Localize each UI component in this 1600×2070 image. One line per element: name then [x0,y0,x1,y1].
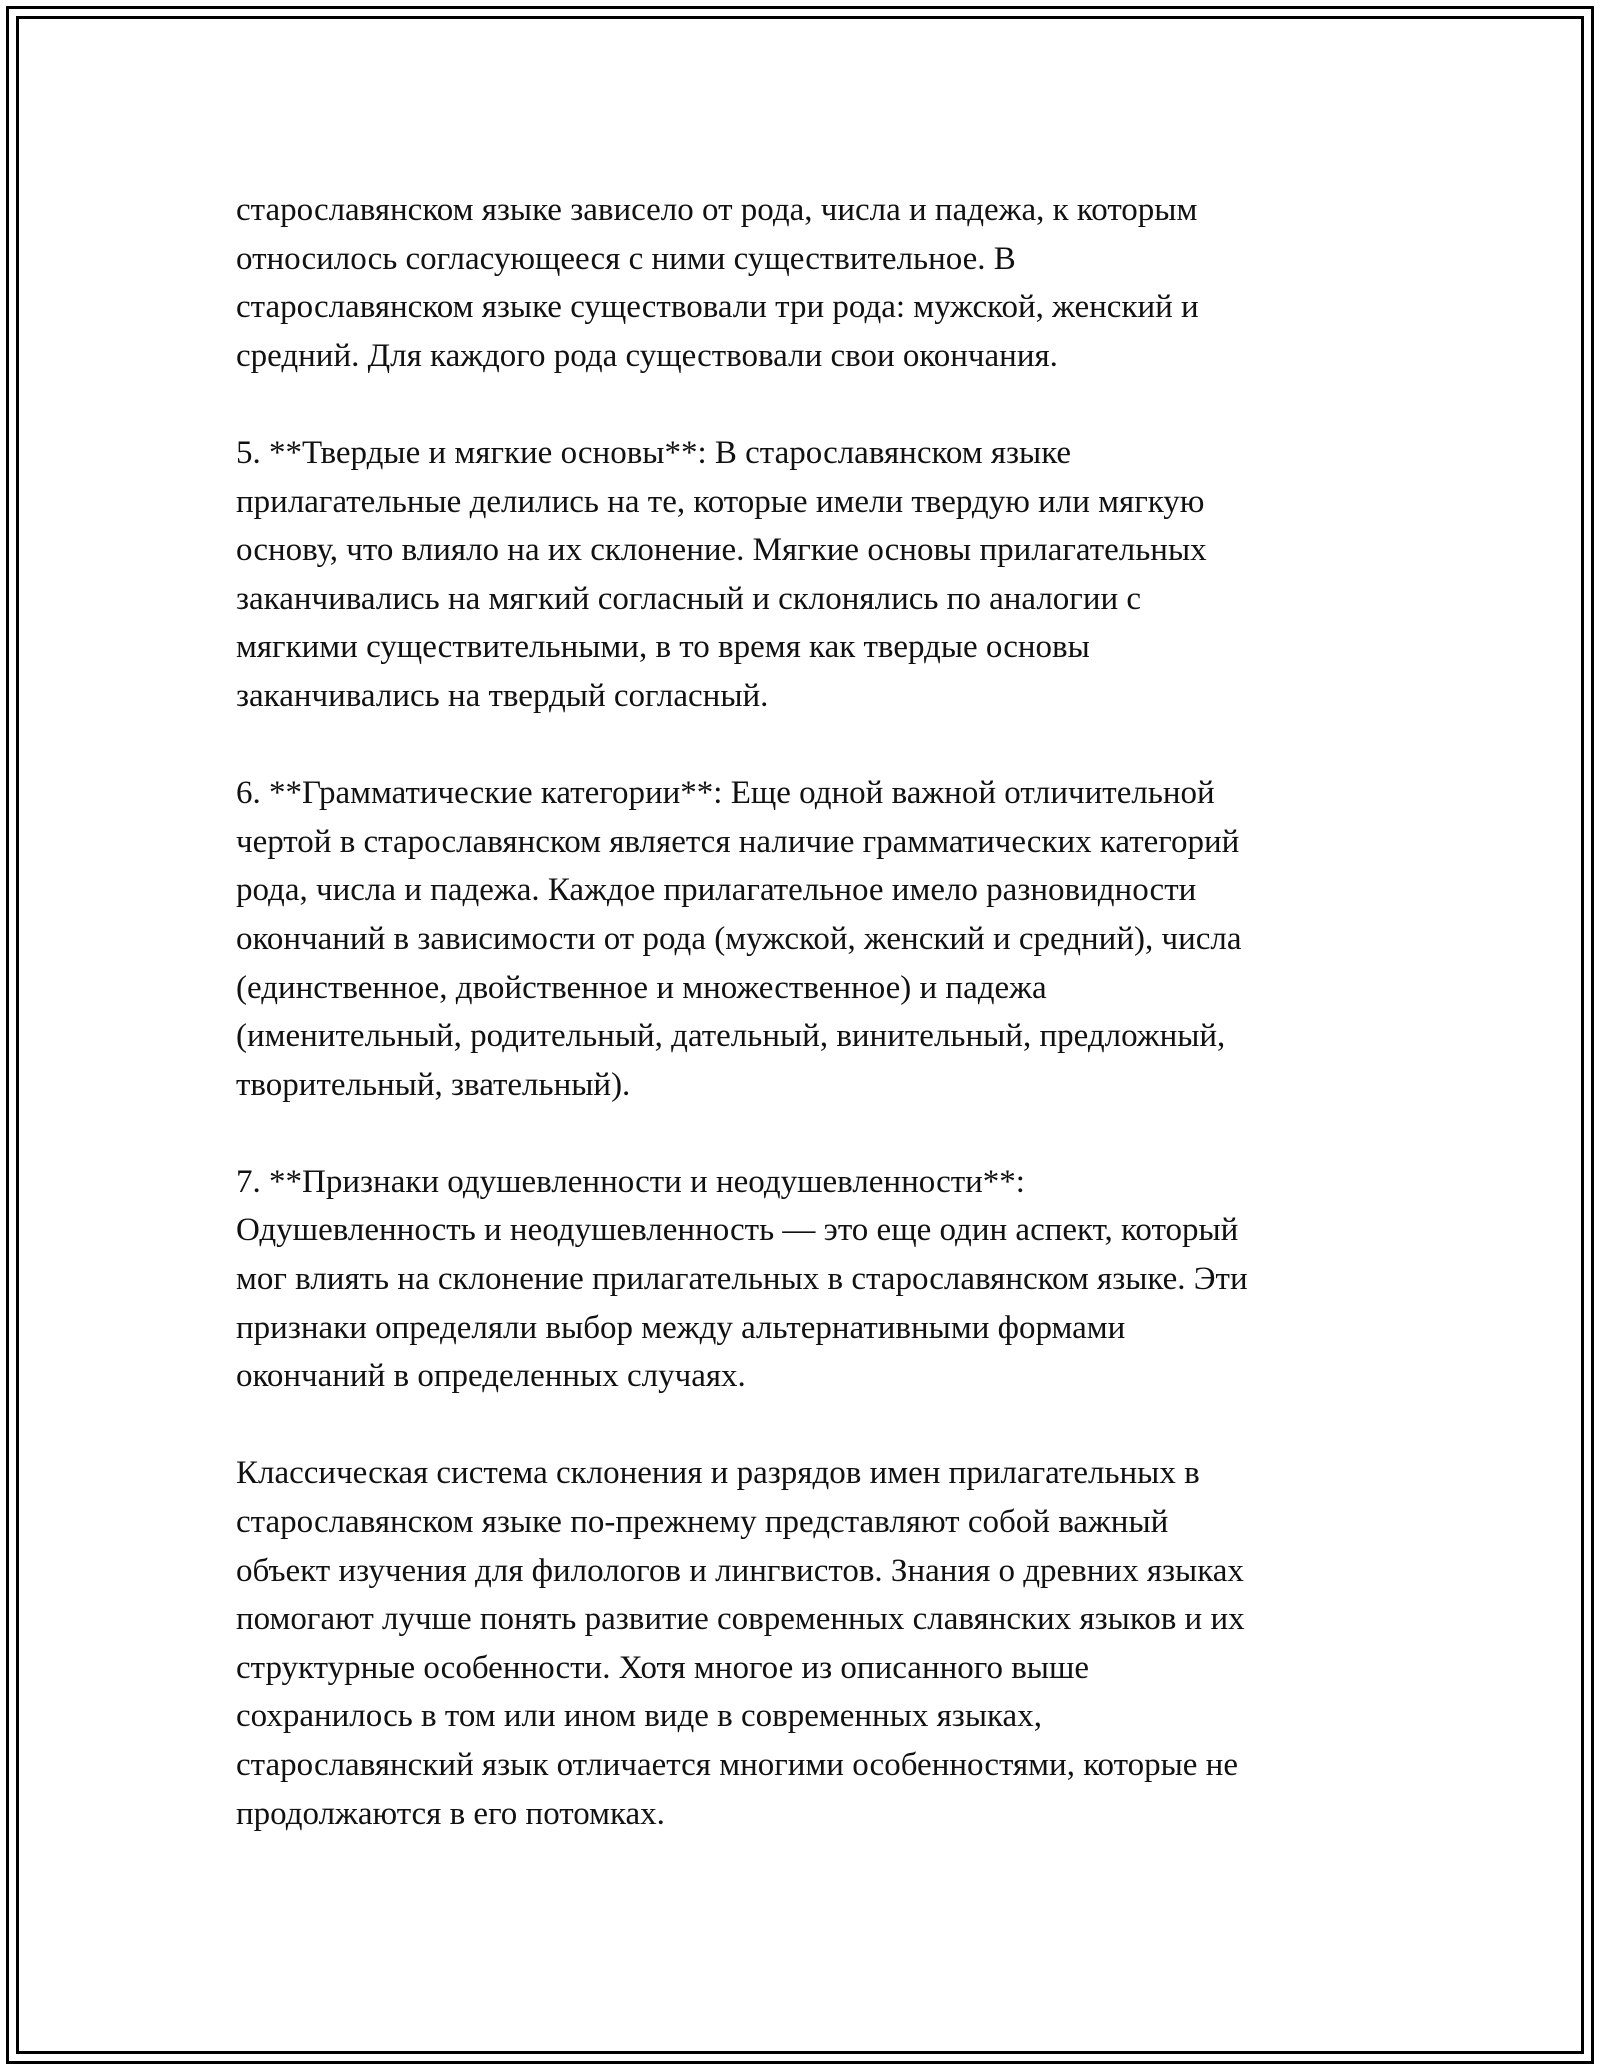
text-line: помогают лучше понять развитие современных славянских языков и их [236,1601,1245,1638]
text-line: старославянском языке зависело от рода, числа и падежа, к которым [236,192,1198,228]
text-line: основу, что влияло на их склонение. Мягкие основы прилагательных [236,532,1207,569]
paragraph-gender-agreement [236,186,1376,380]
text-line: творительный, звательный). [236,1066,631,1103]
text-line: мягкими существительными, в то время как твердые основы [236,629,1090,666]
text-line: сохранилось в том или ином виде в современных языках, [236,1698,1042,1735]
text-line: мог влиять на склонение прилагательных в старославянском языке. Эти [236,1261,1248,1298]
text-line: заканчивались на мягкий согласный и склонялись по аналогии с [236,580,1142,617]
text-line: старославянском языке существовали три рода: мужской, женский и [236,289,1199,326]
text-line: старославянском языке по-прежнему представляют собой важный [236,1504,1169,1541]
text-line: продолжаются в его потомках. [236,1795,665,1832]
text-line: рода, числа и падежа. Каждое прилагательное имело разновидности [236,872,1197,909]
text-line: Одушевленность и неодушевленность — это еще один аспект, который [236,1212,1239,1249]
text-line: окончаний в зависимости от рода (мужской, женский и средний), числа [236,920,1242,957]
text-line: Классическая система склонения и разрядов имен прилагательных в [236,1455,1200,1492]
text-line: относилось согласующееся с ними существительное. В [236,240,1016,277]
text-line: признаки определяли выбор между альтернативными формами [236,1309,1126,1346]
text-line: объект изучения для филологов и лингвистов. Знания о древних языках [236,1552,1244,1589]
paragraph-animacy [236,1158,1376,1401]
paragraph-hard-soft-stems [236,429,1376,721]
document-body [236,186,1376,1887]
text-line: 5. **Твердые и мягкие основы**: В старославянском языке [236,434,1072,471]
text-line: структурные особенности. Хотя многое из описанного выше [236,1649,1090,1686]
text-line: чертой в старославянском является наличие грамматических категорий [236,823,1240,860]
text-line: (единственное, двойственное и множественное) и падежа [236,969,1047,1006]
text-line: старославянский язык отличается многими особенностями, которые не [236,1747,1238,1783]
text-line: (именительный, родительный, дательный, винительный, предложный, [236,1018,1226,1055]
text-line: окончаний в определенных случаях. [236,1358,746,1395]
paragraph-conclusion [236,1449,1376,1838]
text-line: прилагательные делились на те, которые имели твердую или мягкую [236,483,1205,520]
text-line: 7. **Признаки одушевленности и неодушевленности**: [236,1163,1025,1200]
paragraph-grammatical-categories [236,769,1376,1109]
text-line: 6. **Грамматические категории**: Еще одной важной отличительной [236,775,1215,812]
text-line: средний. Для каждого рода существовали свои окончания. [236,337,1058,374]
text-line: заканчивались на твердый согласный. [236,677,769,714]
